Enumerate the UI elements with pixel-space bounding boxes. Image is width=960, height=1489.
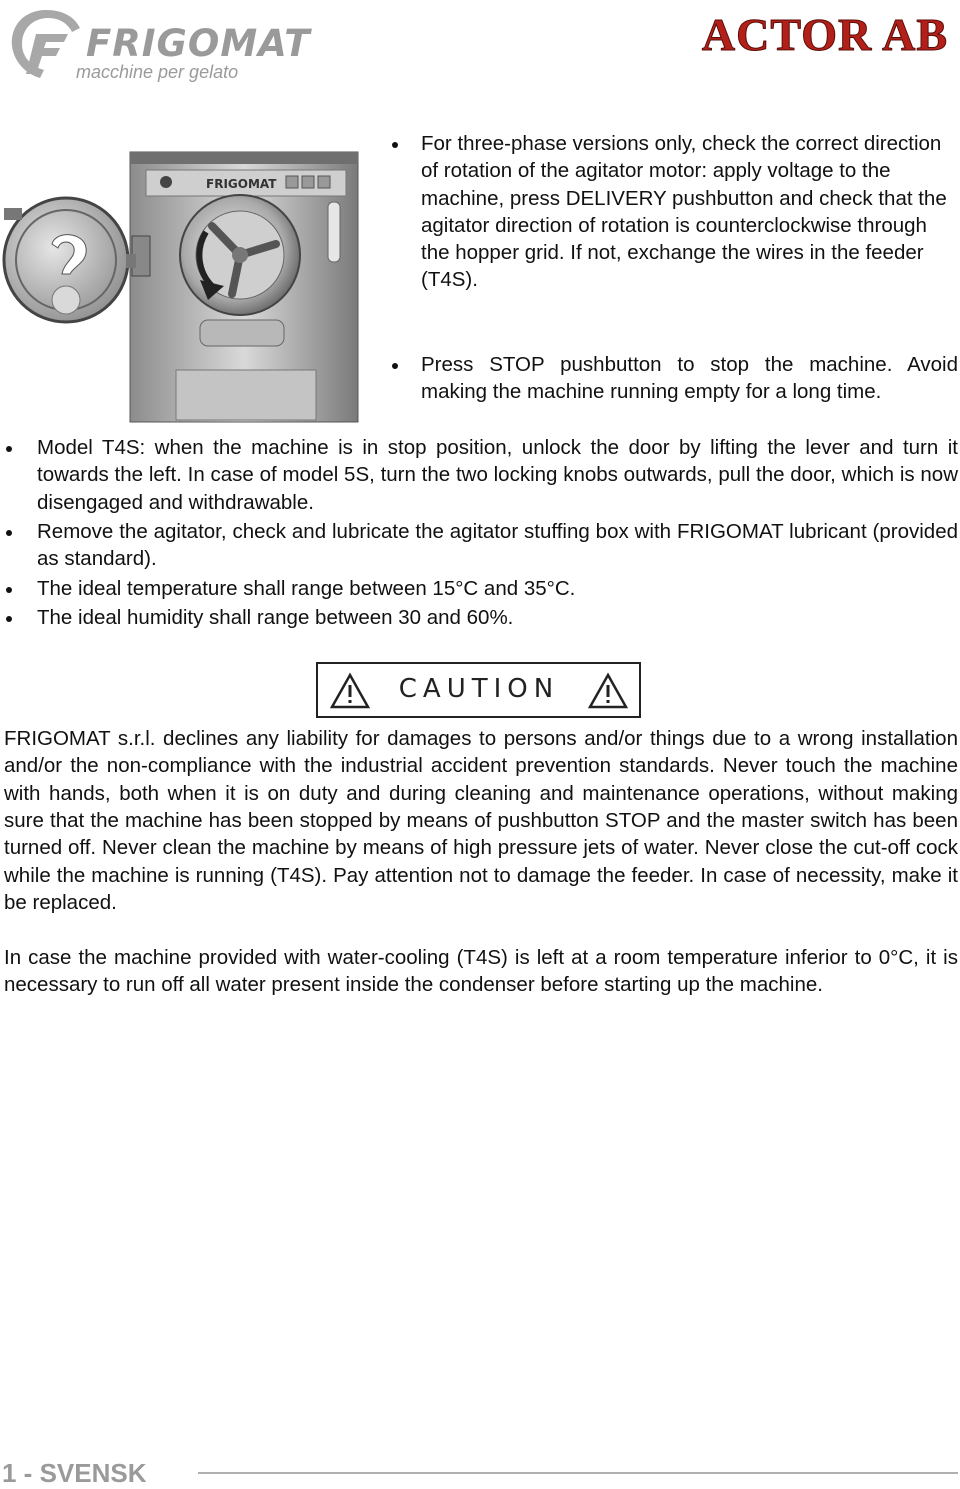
bullet-text: Remove the agitator, check and lubricate the agitator stuffing box with FRIGOMAT lubricant (provided as standard). (37, 520, 958, 571)
frigomat-tagline: macchine per gelato (76, 62, 239, 82)
bullet-dot (392, 142, 398, 148)
footer-divider (198, 1472, 958, 1474)
bullet-dot (6, 530, 12, 536)
bullet-text: Model T4S: when the machine is in stop position, unlock the door by lifting the lever and turn it towards the left. In case of model 5S, turn the two locking knobs outwards, pull the door, which is now disengaged and withdrawable. (37, 436, 958, 514)
warning-triangle-icon (588, 672, 628, 710)
machine-photo (0, 140, 378, 425)
liability-paragraph: FRIGOMAT s.r.l. declines any liability for damages to persons and/or things due to a wrong installation and/or the non-compliance with the industrial accident prevention standards. Never touch the machine with hands, both when it is on duty and during cleaning and maintenance operations, without making sure that the machine has been stopped by means of pushbutton STOP and the master switch has been turned off. Never clean the machine by means of high pressure jets of water. Never close the cut-off cock while the machine is running (T4S). Pay attention not to damage the feeder. In case of necessity, make it be replaced. (4, 727, 958, 915)
frigomat-swirl-icon (6, 4, 86, 84)
bullet-dot (392, 363, 398, 369)
bullet-dot (6, 616, 12, 622)
bullet-item-stop (380, 351, 958, 433)
bullet-item-door (0, 434, 958, 516)
bullet-text: The ideal humidity shall range between 30 and 60%. (37, 606, 514, 629)
water-cooling-paragraph: In case the machine provided with water-cooling (T4S) is left at a room temperature inferior to 0°C, it is necessary to run off all water present inside the condenser before starting up the machine. (4, 946, 958, 997)
warning-triangle-icon (330, 672, 370, 710)
bullet-item-agitator (0, 518, 958, 574)
actor-ab-logo (696, 8, 954, 64)
actor-ab-text: ACTOR AB (701, 9, 949, 60)
bullet-item-rotation (380, 130, 958, 294)
bullet-item-temperature (0, 575, 958, 603)
frigomat-logo (6, 4, 311, 84)
bullet-dot (6, 587, 12, 593)
bullet-text: For three-phase versions only, check the correct direction of rotation of the agitator motor: apply voltage to the machine, press DELIVERY pushbutton and check that the agitator direction of rotation is counterclockwise through the hopper grid. If not, exchange the wires in the feeder (T4S). (421, 132, 947, 292)
bullet-text: Press STOP pushbutton to stop the machine. Avoid making the machine running empty for a long time. (421, 353, 958, 404)
caution-banner (316, 662, 641, 718)
bullet-item-humidity (0, 604, 958, 632)
bullet-text: The ideal temperature shall range between 15°C and 35°C. (37, 577, 576, 600)
bullet-dot (6, 446, 12, 452)
page-number-label: 1 - SVENSK (2, 1458, 147, 1488)
frigomat-brand-text: FRIGOMAT (86, 22, 311, 65)
panel-brand-text: FRIGOMAT (206, 177, 277, 191)
caution-label: CAUTION (398, 674, 560, 704)
